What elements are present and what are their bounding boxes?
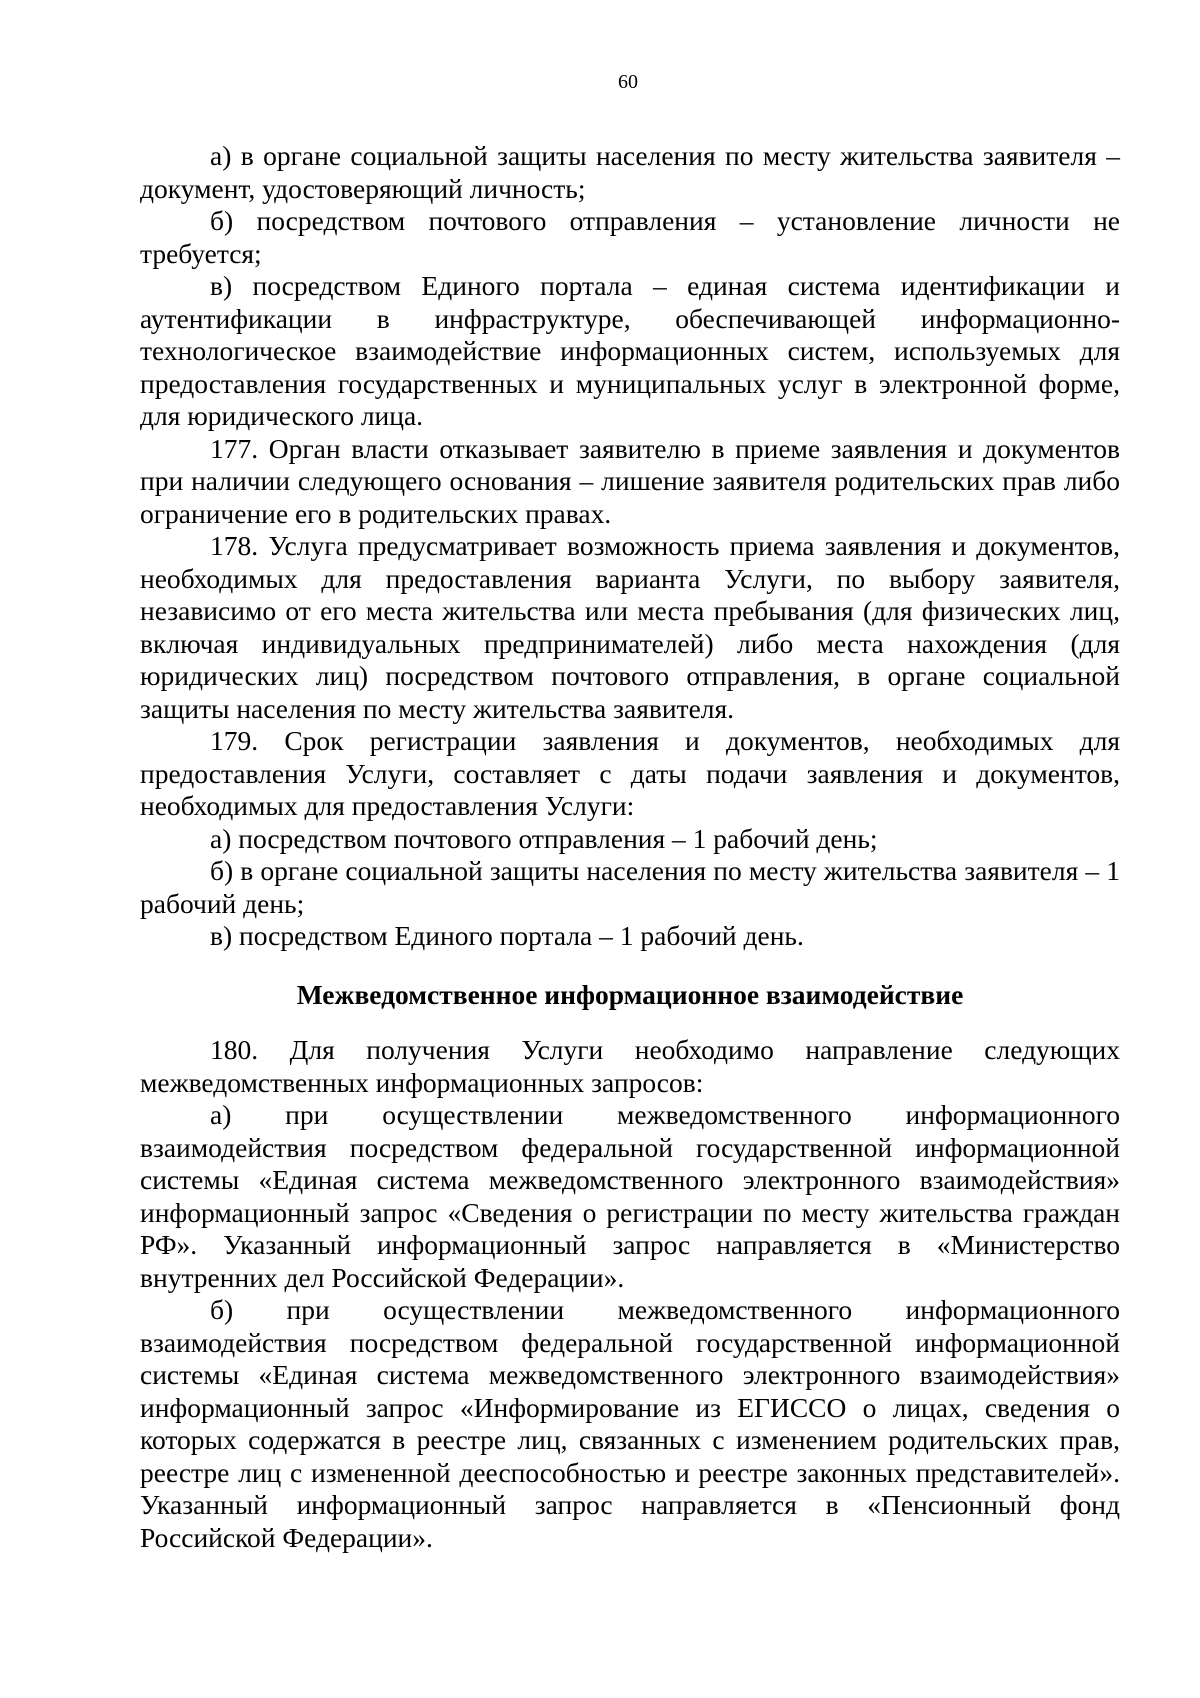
paragraph-item-a-identity: а) в органе социальной защиты населения по месту жительства заявителя – документ, удостоверяющий личность; — [140, 140, 1120, 204]
paragraph-180-item-b: б) при осуществлении межведомственного информационного взаимодействия посредством федеральной государственной информационной системы «Единая система межведомственного электронного взаимодействия» информационный запрос «Информирование из ЕГИССО о лицах, сведения о которых содержатся в реестре лиц, связанных с изменением родительских прав, реестре лиц с измененной дееспособностью и реестре законных представителей». Указанный информационный запрос направляется в «Пенсионный фонд Российской Федерации». — [140, 1294, 1120, 1553]
paragraph-item-b-identity: б) посредством почтового отправления – установление личности не требуется; — [140, 205, 1120, 269]
paragraph-178: 178. Услуга предусматривает возможность приема заявления и документов, необходимых для предоставления варианта Услуги, по выбору заявителя, независимо от его места жительства или места пребывания (для физических лиц, включая индивидуальных предпринимателей) либо места нахождения (для юридических лиц) посредством почтового отправления, в органе социальной защиты населения по месту жительства заявителя. — [140, 530, 1120, 724]
paragraph-179-item-a: а) посредством почтового отправления – 1 рабочий день; — [210, 822, 878, 854]
paragraph-180-item-a: а) при осуществлении межведомственного информационного взаимодействия посредством федеральной государственной информационной системы «Единая система межведомственного электронного взаимодействия» информационный запрос «Сведения о регистрации по месту жительства граждан РФ». Указанный информационный запрос направляется в «Министерство внутренних дел Российской Федерации». — [140, 1099, 1120, 1293]
paragraph-177: 177. Орган власти отказывает заявителю в приеме заявления и документов при наличии следующего основания – лишение заявителя родительских прав либо ограничение его в родительских правах. — [140, 432, 1120, 529]
paragraph-180: 180. Для получения Услуги необходимо направление следующих межведомственных информационных запросов: — [140, 1034, 1120, 1098]
paragraph-179-item-b: б) в органе социальной защиты населения по месту жительства заявителя – 1 рабочий день; — [140, 855, 1120, 919]
paragraph-item-v-identity: в) посредством Единого портала – единая система идентификации и аутентификации в инфраструктуре, обеспечивающей информационно-технологическое взаимодействие информационных систем, используемых для предоставления государственных и муниципальных услуг в электронной форме, для юридического лица. — [140, 270, 1120, 431]
paragraph-179: 179. Срок регистрации заявления и документов, необходимых для предоставления Услуги, составляет с даты подачи заявления и документов, необходимых для предоставления Услуги: — [140, 725, 1120, 821]
section-heading: Межведомственное информационное взаимодействие — [296, 978, 964, 1010]
paragraph-179-item-v: в) посредством Единого портала – 1 рабочий день. — [210, 920, 804, 951]
page-number: 60 — [618, 71, 638, 93]
document-body — [140, 140, 1120, 1554]
